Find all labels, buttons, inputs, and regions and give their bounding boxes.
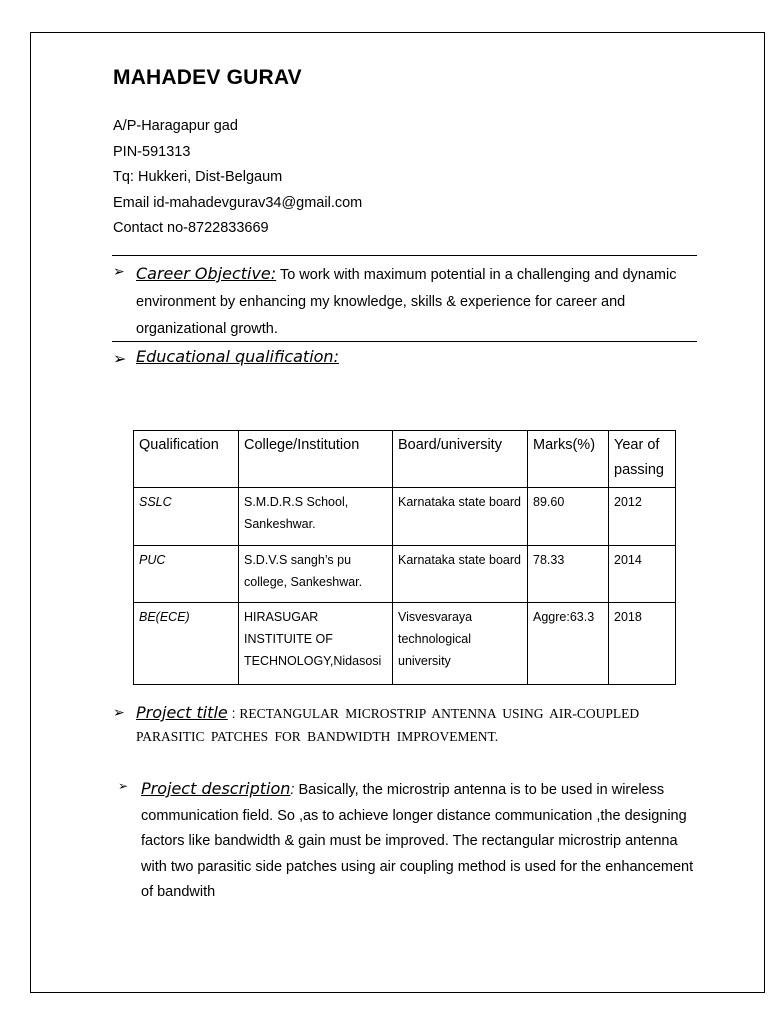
table-cell: Aggre:63.3 [528,603,609,685]
table-row [134,488,676,546]
table-row [134,603,676,685]
contact-number: Contact no-8722833669 [113,220,269,236]
table-cell: S.M.D.R.S School, Sankeshwar. [239,488,393,546]
project-description-separator: : [290,782,299,798]
education-table [133,430,676,685]
project-description-section [141,776,701,906]
arrowhead-bullet-icon: ➢ [113,351,127,368]
divider-bottom [112,341,697,342]
career-objective-section [136,260,696,343]
pin-code: PIN-591313 [113,143,191,160]
project-title-text: RECTANGULAR MICROSTRIP ANTENNA USING AIR-COUPLED PARASITIC PATCHES FOR BANDWIDTH IMPROVEMENT. [136,706,640,744]
column-header: Qualification [134,431,239,488]
arrowhead-bullet-icon: ➢ [118,779,129,793]
project-title-separator: : [227,705,240,721]
table-cell: 78.33 [528,546,609,603]
column-header: Year of passing [609,431,676,488]
table-cell: PUC [134,546,239,603]
education-heading: Educational qualification: [136,347,339,366]
candidate-name: MAHADEV GURAV [113,66,302,89]
table-cell: 2018 [609,603,676,685]
divider-top [112,255,697,256]
career-objective-heading: Career Objective: [136,264,277,283]
table-cell: 2012 [609,488,676,546]
column-header: College/Institution [239,431,393,488]
career-objective-text: To work with maximum potential in a challenging and dynamic environment by enhancing my knowledge, skills & experience for career and organizational growth. [136,267,677,337]
table-cell: 89.60 [528,488,609,546]
project-description-text: Basically, the microstrip antenna is to be used in wireless communication field. So ,as to achieve longer distance communication ,the designing factors like bandwidth & gain must be improved. The rectangular microstrip antenna with two parasitic side patches using air coupling method is used for the enhancement of bandwith [141,782,694,900]
column-header: Marks(%) [528,431,609,488]
taluk-district: Tq: Hukkeri, Dist-Belgaum [113,169,283,185]
project-title-section [136,702,696,748]
contact-block [113,114,362,242]
table-cell: 2014 [609,546,676,603]
arrowhead-bullet-icon: ➢ [113,263,125,279]
project-title-heading: Project title [136,703,228,722]
table-cell: HIRASUGAR INSTITUITE OF TECHNOLOGY,Nidasosi [239,603,393,685]
table-row [134,546,676,603]
table-cell: Karnataka state board [393,546,528,603]
table-cell: Karnataka state board [393,488,528,546]
arrowhead-bullet-icon: ➢ [113,704,125,720]
table-cell: SSLC [134,488,239,546]
column-header: Board/university [393,431,528,488]
table-cell: Visvesvaraya technological university [393,603,528,685]
project-description-heading: Project description [141,779,291,798]
table-cell: S.D.V.S sangh’s pu college, Sankeshwar. [239,546,393,603]
table-header-row [134,431,676,488]
email-line: Email id-mahadevgurav34@gmail.com [113,194,363,211]
address-line: A/P-Haragapur gad [113,118,238,134]
table-cell: BE(ECE) [134,603,239,685]
